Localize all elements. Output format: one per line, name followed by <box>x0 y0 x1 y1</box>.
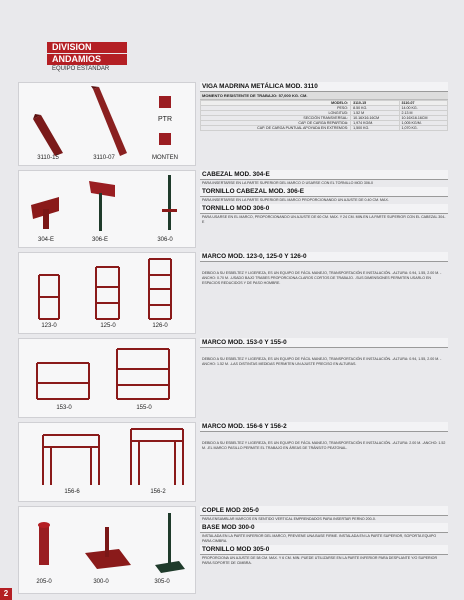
card-cabezal <box>18 170 196 248</box>
division-label: DIVISION <box>47 42 127 53</box>
beam-3110-15 <box>33 114 63 156</box>
caption-306-e: 306-E <box>91 237 108 243</box>
table-header-cell: MODELO: <box>201 101 351 106</box>
monten-profile <box>159 133 171 145</box>
marco-153-title: MARCO MOD. 153-0 Y 155-0 <box>200 338 448 348</box>
tornillo-305-desc: PROPORCIONA UN AJUSTE DE 58 CM. MAX. Y 6 CM. MIN. PUEDE UTILIZARSE EN LA PARTE INFERIOR PARA DESPLANTE Y/O SUPERIOR PARA SOPORTE DE CIMBRA. <box>202 556 438 565</box>
subcategory-label: EQUIPO ESTANDAR <box>52 66 110 72</box>
caption-300-0: 300-0 <box>93 579 109 585</box>
tornillo-306-e <box>89 181 115 231</box>
marco-123-title: MARCO MOD. 123-0, 125-0 Y 126-0 <box>200 252 448 262</box>
table-header-cell: 3110-15 <box>351 101 399 106</box>
caption-125-0: 125-0 <box>100 323 116 329</box>
section-marco-153 <box>200 338 448 368</box>
table-cell: 1,974 KG/M. <box>351 121 399 126</box>
category-label: ANDAMIOS <box>47 54 127 65</box>
table-cell: 1.52 M <box>351 111 399 116</box>
tornillo-306-title: TORNILLO MOD 306-0 <box>200 204 448 214</box>
table-cell: 14.00 KG. <box>399 106 447 111</box>
cabezal-desc: PARA INSERTARSE EN LA PARTE SUPERIOR DEL MARCO O USARSE CON EL TORNILLO MOD 306-0 <box>202 181 374 185</box>
card-viga <box>18 82 196 166</box>
section-cabezal <box>200 170 448 226</box>
table-cell: 10.16X16.16CM <box>399 116 447 121</box>
cabezal-title: CABEZAL MOD. 304-E <box>200 170 448 180</box>
marco-123-desc: DEBIDO A SU ESBELTEZ Y LIGEREZA, ES UN EQUIPO DE FÁCIL MANEJO, TRANSPORTACIÓN E INSTALACIÓN. -ALTURA: 0.94, 1.55, 2.00 M. -ANCHO: 0.70 M. -USADO BAJO TRABES PROPORCIONA CLAROS CORTOS DE TRABAJO. -SUS DIMENSIONES PERMITEN USARLO EN ESPACIOS REDUCIDOS Y DE PASO HOMBRE. <box>202 271 442 285</box>
tornillo-305-0 <box>155 513 185 573</box>
section-cople <box>200 506 448 567</box>
caption-3110-07: 3110-07 <box>93 155 115 161</box>
tornillo-cabezal-desc: PARA INSERTARSE EN LA PARTE SUPERIOR DEL MARCO PROPORCIONANDO UN AJUSTE DE 0.40 CM. MAX. <box>202 198 389 202</box>
table-header-cell: 3110-07 <box>399 101 447 106</box>
cabezal-304-e <box>31 197 59 229</box>
caption-123-0: 123-0 <box>41 323 57 329</box>
ptr-label: PTR <box>158 116 172 123</box>
caption-153-0: 153-0 <box>56 405 72 411</box>
table-cell: CAP. DE CARGA PUNTUAL APOYADA EN EXTREMOS: <box>201 126 351 131</box>
table-cell: SECCIÓN TRANSVERSAL: <box>201 116 351 121</box>
marco-153-desc: DEBIDO A SU ESBELTEZ Y LIGEREZA, ES UN EQUIPO DE FÁCIL MANEJO, TRANSPORTACIÓN E INSTALACIÓN. -ALTURA: 0.94, 1.55, 2.00 M. -ANCHO: 1.52 M. -LAS DISTINTAS MEDIDAS PERMITEN UN AJUSTE PRECISO EN ALTURAS. <box>202 357 442 366</box>
table-cell: 1,005 KG/M. <box>399 121 447 126</box>
viga-title: VIGA MADRINA METÁLICA MOD. 3110 <box>200 82 448 92</box>
ptr-profile <box>159 96 171 108</box>
caption-155-0: 155-0 <box>136 405 152 411</box>
table-cell: PESO: <box>201 106 351 111</box>
base-300-0 <box>85 527 131 569</box>
card-cople <box>18 506 196 594</box>
tornillo-cabezal-title: TORNILLO CABEZAL MOD. 306-E <box>200 187 448 197</box>
table-cell: 1,070 KG. <box>399 126 447 131</box>
tornillo-306-0 <box>162 175 177 230</box>
cople-title: COPLE MOD 205-0 <box>200 506 448 516</box>
cople-205-0 <box>38 522 50 565</box>
table-cell: 8.50 KG. <box>351 106 399 111</box>
caption-156-6: 156-6 <box>64 489 80 495</box>
table-cell: CAP. DE CARGA REPARTIDA: <box>201 121 351 126</box>
caption-305-0: 305-0 <box>154 579 170 585</box>
caption-304-e: 304-E <box>37 237 54 243</box>
section-viga <box>200 82 448 131</box>
section-marco-156 <box>200 422 448 452</box>
table-cell: 2.13 M <box>399 111 447 116</box>
caption-126-0: 126-0 <box>152 323 168 329</box>
caption-156-2: 156-2 <box>150 489 166 495</box>
page-number: 2 <box>0 588 12 600</box>
caption-3110-15: 3110-15 <box>37 155 59 161</box>
viga-moment: MOMENTO RESISTENTE DE TRABAJO: 57,000 KG. CM. <box>200 92 448 100</box>
marco-156-desc: DEBIDO A SU ESBELTEZ Y LIGEREZA, ES UN EQUIPO DE FÁCIL MANEJO, TRANSPORTACIÓN E INSTALACIÓN. -ALTURA: 2.00 M. -ANCHO: 1.52 M. -EL MARCO PASILLO PERMITE EL TRABAJO EN ÁREAS DE TRÁNSITO PEATONAL. <box>202 441 446 450</box>
card-marco-156 <box>18 422 196 502</box>
tornillo-306-desc: PARA USARSE EN EL MARCO, PROPORCIONANDO UN AJUSTE DE 60 CM. MAX. Y 24 CM. MIN.EN LA PARTE SUPERIOR CON EL CABEZAL 304-E <box>202 215 446 224</box>
section-marco-123 <box>200 252 448 287</box>
table-cell: 10.16X16.16CM <box>351 116 399 121</box>
table-cell: LONGITUD: <box>201 111 351 116</box>
tornillo-305-title: TORNILLO MOD 305-0 <box>200 545 448 555</box>
cople-desc: PARA ENSAMBLAR MARCOS EN SENTIDO VERTICAL EMPRENDADOS PARA INSERTAR PERNO 200-0. <box>202 517 376 521</box>
card-marco-123 <box>18 252 196 334</box>
base-300-title: BASE MOD 300-0 <box>200 523 448 533</box>
caption-monten: MONTEN <box>152 155 178 161</box>
table-cell: 1,500 KG. <box>351 126 399 131</box>
table-row <box>201 126 448 131</box>
card-marco-153 <box>18 338 196 418</box>
caption-306-0: 306-0 <box>157 237 173 243</box>
marco-156-title: MARCO MOD. 156-6 Y 156-2 <box>200 422 448 432</box>
base-300-desc: INSTALADA EN LA PARTE INFERIOR DEL MARCO, PREVIENE UNA BASE FIRME. INSTALADA EN LA PARTE SUPERIOR, SOPORTA EQUIPO PARA CIMBRA. <box>202 534 437 543</box>
beam-3110-07 <box>91 86 127 156</box>
viga-specs-table <box>200 100 448 131</box>
caption-205-0: 205-0 <box>36 579 52 585</box>
